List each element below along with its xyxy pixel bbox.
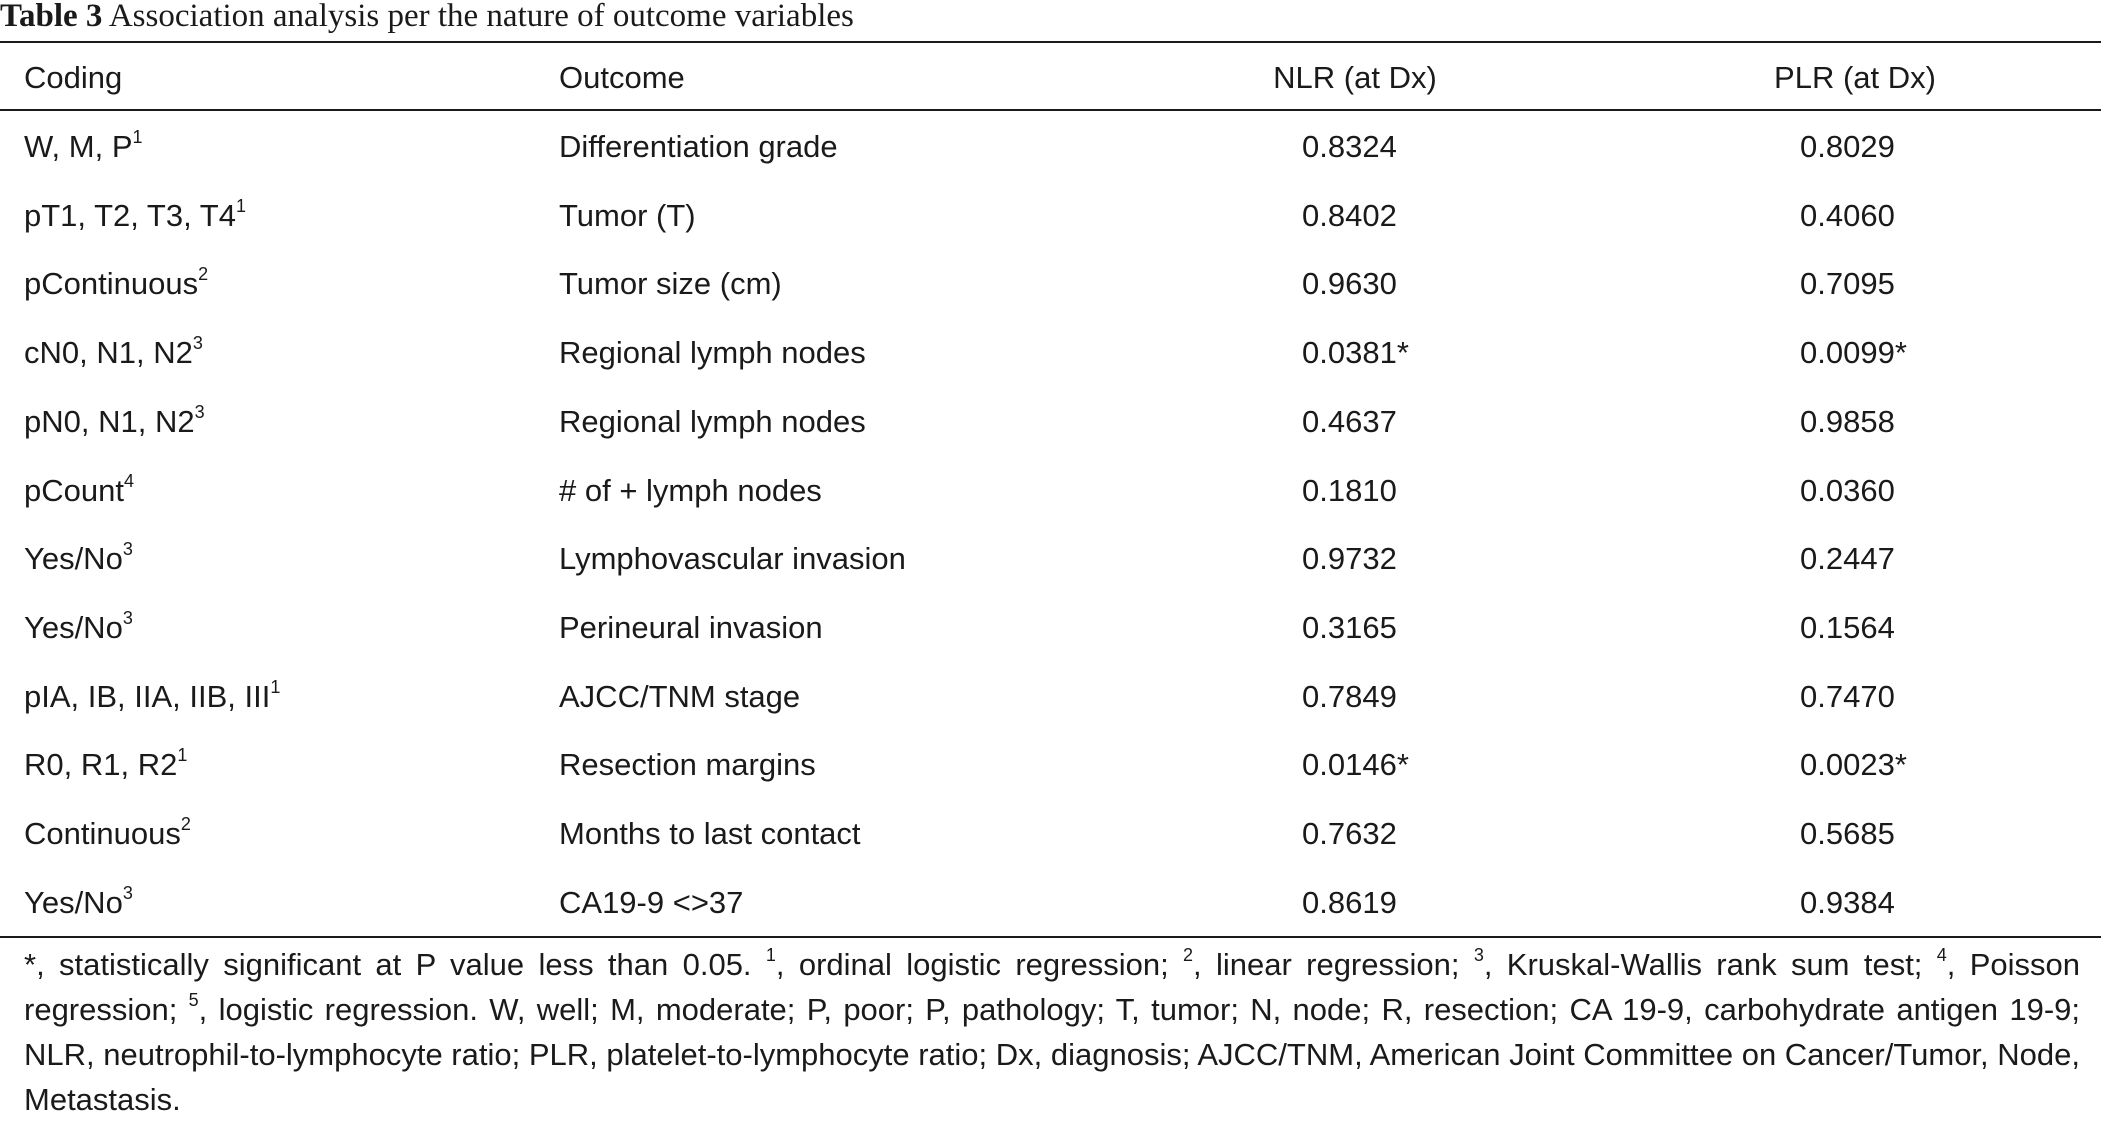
cell-plr: 0.8029 (1800, 129, 1895, 164)
table-footnote (24, 942, 2080, 1122)
cell-coding (24, 524, 133, 593)
footnote-text: , Kruskal-Wallis rank sum test; (1483, 947, 1937, 982)
coding-footnote-marker: 3 (122, 539, 133, 560)
footnote-text: , logistic regression. W, well; M, moderate; P, poor; P, pathology; T, tumor; N, node; R, resection; CA 19-9, carbohydrate antigen 19-9; NLR, neutrophil-to-lymphocyte ratio; PLR, platelet-to-lymphocyte ratio; Dx, diagnosis; AJCC/TNM, American Joint Committee on Cancer/Tumor, Node, Metastasis. (24, 992, 2080, 1117)
header-plr: PLR (at Dx) (1774, 60, 1936, 95)
cell-nlr: 0.7632 (1302, 816, 1397, 851)
footnote-text: , ordinal logistic regression; (775, 947, 1184, 982)
cell-outcome: Regional lymph nodes (559, 335, 866, 371)
coding-footnote-marker: 2 (180, 814, 191, 834)
cell-nlr: 0.8402 (1302, 197, 1397, 233)
table-row (0, 868, 2101, 937)
coding-text: pCount (24, 472, 124, 508)
cell-plr: 0.4060 (1800, 197, 1895, 233)
cell-coding (24, 868, 133, 937)
cell-outcome: Lymphovascular invasion (559, 541, 906, 577)
coding-text: R0, R1, R2 (24, 747, 178, 783)
coding-text: pIA, IB, IIA, IIB, III (24, 678, 271, 714)
footnote-marker: 5 (188, 990, 199, 1010)
cell-nlr: 0.4637 (1302, 403, 1397, 439)
coding-footnote-marker: 2 (198, 264, 209, 285)
coding-footnote-marker: 1 (270, 676, 281, 697)
cell-nlr: 0.8619 (1302, 884, 1397, 920)
header-rule (0, 109, 2101, 111)
cell-plr: 0.7470 (1800, 678, 1895, 714)
header-nlr: NLR (at Dx) (1273, 60, 1437, 95)
cell-plr: 0.9858 (1800, 403, 1895, 439)
cell-coding (24, 112, 143, 181)
table-row (0, 662, 2101, 731)
cell-outcome: Perineural invasion (559, 609, 823, 645)
cell-outcome: AJCC/TNM stage (559, 678, 801, 714)
cell-plr: 0.7095 (1800, 266, 1895, 302)
table-row (0, 387, 2101, 456)
footnote-marker: 4 (1936, 945, 1947, 965)
coding-text: W, M, P (24, 129, 133, 164)
coding-footnote-marker: 1 (177, 745, 188, 766)
header-outcome: Outcome (559, 60, 685, 95)
table-row (0, 730, 2101, 799)
cell-coding (24, 456, 134, 525)
cell-coding (24, 387, 205, 456)
table-row (0, 318, 2101, 387)
table-row (0, 112, 2101, 181)
table-number: Table 3 (0, 0, 103, 34)
footnote-marker: 1 (765, 945, 776, 965)
footnote-marker: 2 (1183, 945, 1194, 965)
coding-text: Continuous (24, 816, 181, 851)
coding-footnote-marker: 3 (122, 607, 133, 628)
coding-text: Yes/No (24, 884, 123, 920)
cell-nlr: 0.8324 (1302, 129, 1397, 164)
coding-footnote-marker: 3 (122, 882, 133, 903)
coding-text: pContinuous (24, 266, 199, 302)
cell-coding (24, 249, 208, 318)
cell-coding (24, 593, 133, 662)
header-row (0, 43, 2101, 112)
table-caption (0, 0, 854, 34)
table-row (0, 181, 2101, 250)
cell-coding (24, 181, 246, 250)
cell-outcome: Months to last contact (559, 816, 861, 851)
cell-plr: 0.5685 (1800, 816, 1895, 851)
cell-nlr: 0.3165 (1302, 609, 1397, 645)
table-row (0, 593, 2101, 662)
cell-outcome: Resection margins (559, 747, 816, 783)
cell-nlr: 0.9630 (1302, 266, 1397, 302)
cell-outcome: # of + lymph nodes (559, 472, 822, 508)
cell-outcome: CA19-9 <>37 (559, 884, 744, 920)
coding-footnote-marker: 1 (235, 195, 246, 216)
header-coding: Coding (24, 60, 123, 95)
table-row (0, 456, 2101, 525)
cell-plr: 0.1564 (1800, 609, 1895, 645)
footnote-text: *, statistically significant at P value less than 0.05. (24, 947, 766, 982)
coding-text: pN0, N1, N2 (24, 403, 195, 439)
coding-footnote-marker: 1 (132, 127, 143, 147)
table-title: Association analysis per the nature of outcome variables (102, 0, 854, 34)
table-row (0, 524, 2101, 593)
cell-coding (24, 799, 191, 868)
cell-outcome: Regional lymph nodes (559, 403, 866, 439)
cell-plr: 0.0360 (1800, 472, 1895, 508)
cell-outcome: Tumor (T) (559, 197, 696, 233)
cell-plr: 0.0023* (1800, 747, 1907, 783)
coding-text: Yes/No (24, 541, 123, 577)
footnote-text: , Poisson regression; (24, 947, 2081, 1027)
coding-footnote-marker: 4 (123, 470, 134, 491)
bottom-rule (0, 936, 2101, 938)
cell-nlr: 0.7849 (1302, 678, 1397, 714)
footnote-text: , linear regression; (1193, 947, 1474, 982)
cell-coding (24, 730, 187, 799)
cell-nlr: 0.9732 (1302, 541, 1397, 577)
cell-plr: 0.0099* (1800, 335, 1907, 371)
cell-nlr: 0.0381* (1302, 335, 1409, 371)
cell-plr: 0.9384 (1800, 884, 1895, 920)
table-row (0, 249, 2101, 318)
cell-coding (24, 662, 280, 731)
footnote-marker: 3 (1473, 945, 1484, 965)
cell-outcome: Tumor size (cm) (559, 266, 782, 302)
cell-nlr: 0.0146* (1302, 747, 1409, 783)
cell-nlr: 0.1810 (1302, 472, 1397, 508)
coding-text: pT1, T2, T3, T4 (24, 197, 236, 233)
coding-text: cN0, N1, N2 (24, 335, 193, 371)
coding-footnote-marker: 3 (194, 401, 205, 422)
cell-plr: 0.2447 (1800, 541, 1895, 577)
cell-outcome: Differentiation grade (559, 129, 838, 164)
coding-text: Yes/No (24, 609, 123, 645)
cell-coding (24, 318, 203, 387)
coding-footnote-marker: 3 (192, 333, 203, 354)
table-row (0, 799, 2101, 868)
